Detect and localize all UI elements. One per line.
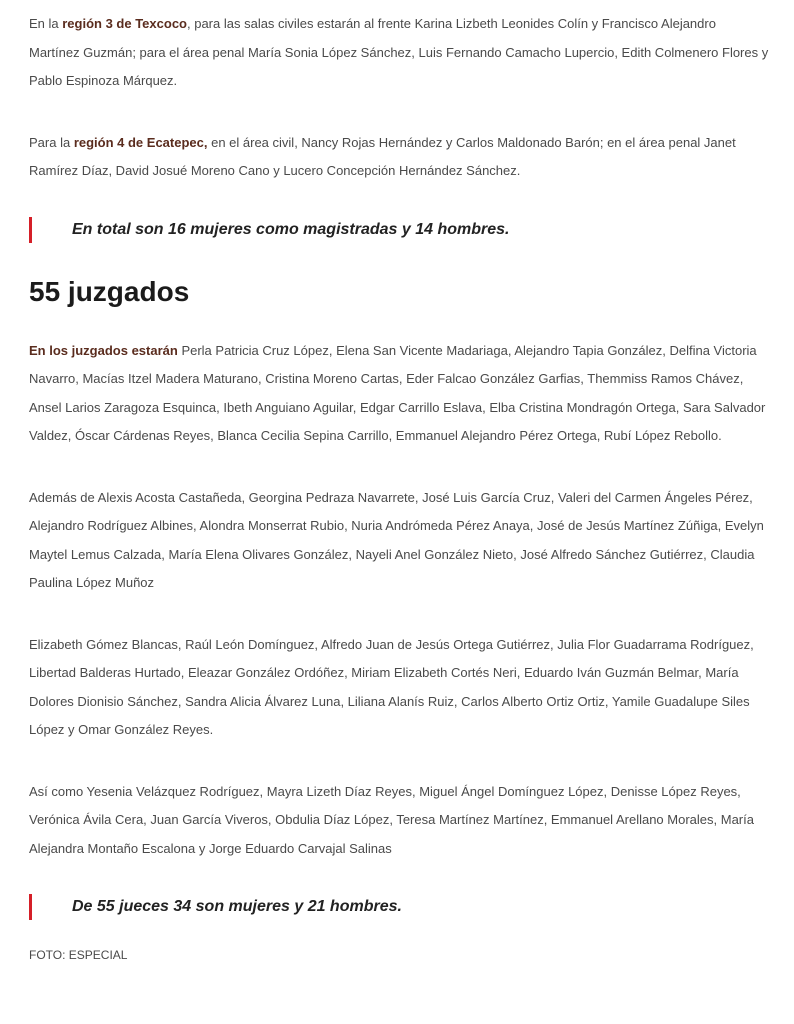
paragraph-juzgados <box>29 337 769 451</box>
paragraph-rest: Perla Patricia Cruz López, Elena San Vicente Madariaga, Alejandro Tapia González, Delfina Victoria Navarro, Macías Itzel Madera Maturano, Cristina Moreno Cartas, Eder Falcao González Garfias, Themmiss Ramos Chávez, Ansel Larios Zaragoza Esquinca, Ibeth Anguiano Aguilar, Edgar Carrillo Eslava, Elba Cristina Mondragón Ortega, Sara Salvador Valdez, Óscar Cárdenas Reyes, Blanca Cecilia Sepina Carrillo, Emmanuel Alejandro Pérez Ortega, Rubí López Rebollo. <box>29 342 766 443</box>
paragraph-ecatepec <box>29 129 769 186</box>
paragraph-texcoco <box>29 10 769 96</box>
quote-accent-bar <box>29 894 32 920</box>
paragraph-lead: En los juzgados estarán <box>29 342 178 358</box>
article-body <box>29 10 769 963</box>
paragraph-rest: en el área civil, Nancy Rojas Hernández y Carlos Maldonado Barón; en el área penal Janet Ramírez Díaz, David Josué Moreno Cano y Lucero Concepción Hernández Sánchez. <box>29 134 736 178</box>
paragraph-ademas: Además de Alexis Acosta Castañeda, Georgina Pedraza Navarrete, José Luis García Cruz, Valeri del Carmen Ángeles Pérez, Alejandro Rodríguez Albines, Alondra Monserrat Rubio, Nuria Andrómeda Pérez Anaya, José de Jesús Martínez Zúñiga, Evelyn Maytel Lemus Calzada, María Elena Olivares González, Nayeli Anel González Nieto, José Alfredo Sánchez Gutiérrez, Claudia Paulina López Muñoz <box>29 489 764 590</box>
quote-text: En total son 16 mujeres como magistradas y 14 hombres. <box>72 220 510 238</box>
pull-quote-magistrates <box>29 217 769 243</box>
paragraph-intro: Para la <box>29 134 74 150</box>
paragraph-rest: , para las salas civiles estarán al frente Karina Lizbeth Leonides Colín y Francisco Alejandro Martínez Guzmán; para el área penal María Sonia López Sánchez, Luis Fernando Camacho Lupercio, Edith Colmenero Flores y Pablo Espinoza Márquez. <box>29 16 769 88</box>
photo-caption: FOTO: ESPECIAL <box>29 948 128 962</box>
quote-text: De 55 jueces 34 son mujeres y 21 hombres. <box>72 898 402 915</box>
paragraph-asi-como: Así como Yesenia Velázquez Rodríguez, Mayra Lizeth Díaz Reyes, Miguel Ángel Domínguez López, Denisse López Reyes, Verónica Ávila Cera, Juan García Viveros, Obdulia Díaz López, Teresa Martínez Martínez, Emmanuel Arellano Morales, María Alejandra Montaño Escalona y Jorge Eduardo Carvajal Salinas <box>29 783 754 856</box>
paragraph-names-3: Elizabeth Gómez Blancas, Raúl León Domínguez, Alfredo Juan de Jesús Ortega Gutiérrez, Julia Flor Guadarrama Rodríguez, Libertad Balderas Hurtado, Eleazar González Ordóñez, Miriam Elizabeth Cortés Neri, Eduardo Iván Guzmán Belmar, María Dolores Dionisio Sánchez, Sandra Alicia Álvarez Luna, Liliana Alanís Ruiz, Carlos Alberto Ortiz Ortiz, Yamile Guadalupe Siles López y Omar González Reyes. <box>29 636 754 737</box>
quote-accent-bar <box>29 217 32 243</box>
section-heading: 55 juzgados <box>29 275 190 307</box>
paragraph-intro: En la <box>29 16 63 31</box>
region-3-link-text: región 3 de Texcoco <box>62 16 187 31</box>
region-4-link-text: región 4 de Ecatepec, <box>73 134 208 150</box>
pull-quote-judges <box>29 894 769 920</box>
